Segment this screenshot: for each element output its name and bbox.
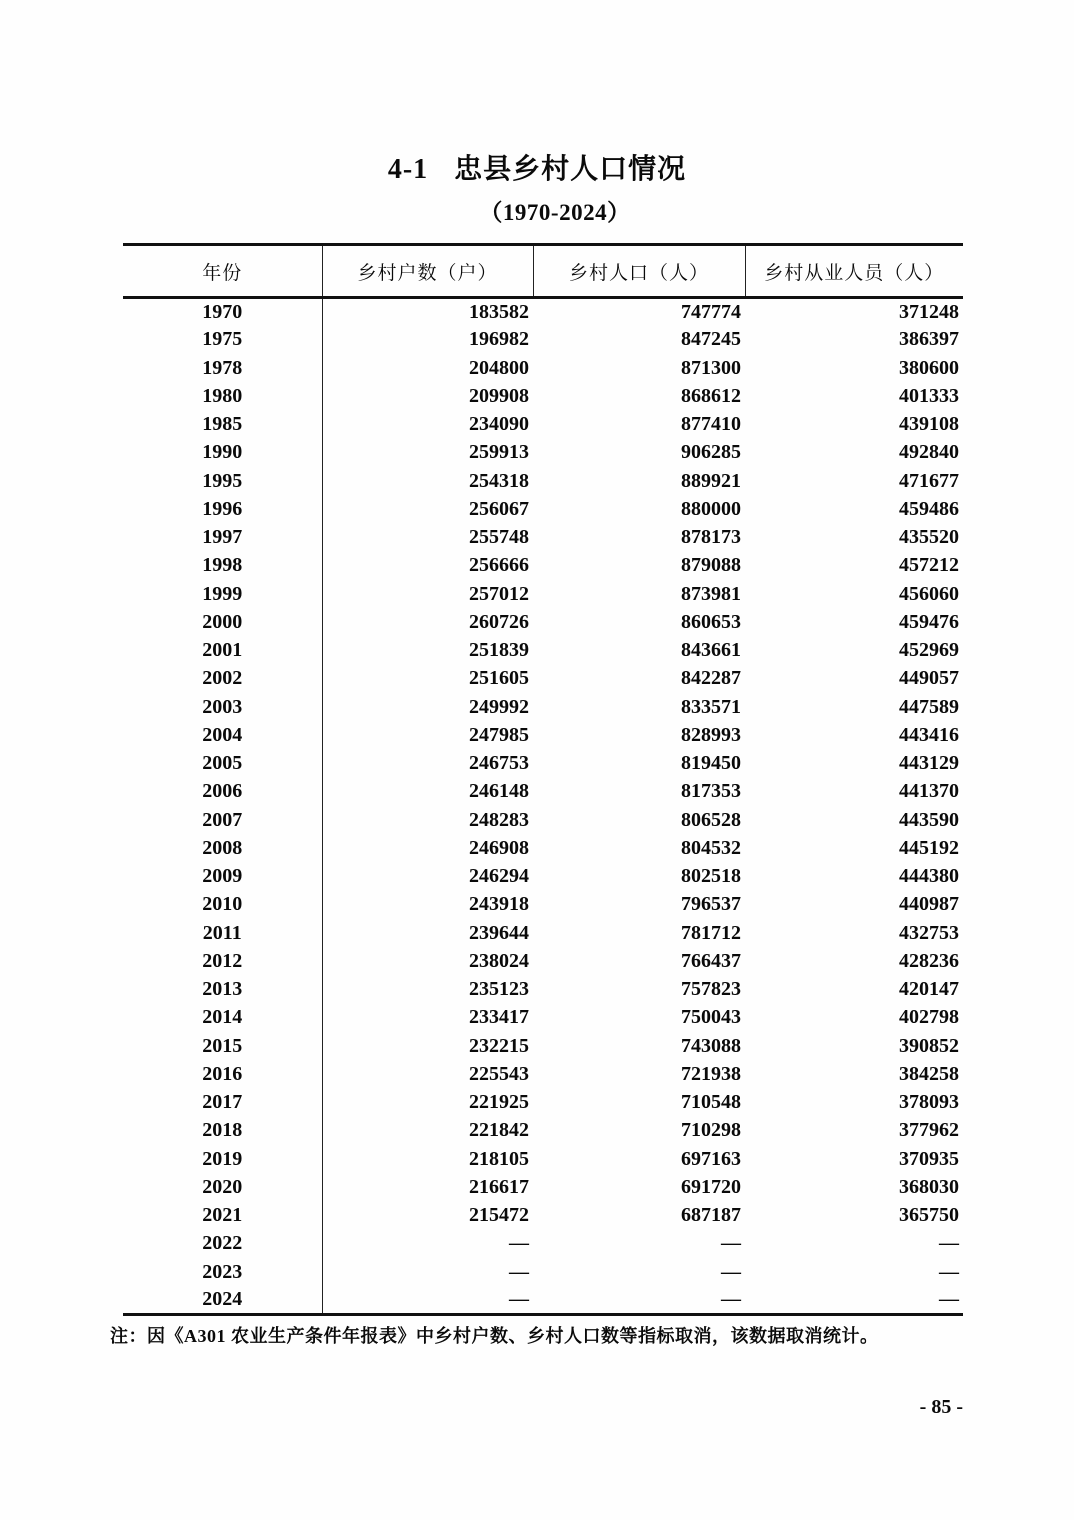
value-cell: 860653: [681, 610, 741, 633]
year-cell: 2013: [123, 976, 322, 1004]
value-cell: 432753: [899, 921, 959, 944]
table-header: [123, 245, 963, 298]
table-row: [123, 1286, 963, 1314]
value-cell: 370935: [899, 1147, 959, 1170]
value-cell: 233417: [469, 1006, 529, 1029]
table-row: [123, 1202, 963, 1230]
year-cell: 1995: [123, 467, 322, 495]
value-cell: 402798: [899, 1006, 959, 1029]
value-cell: 781712: [681, 921, 741, 944]
value-cell: 239644: [469, 921, 529, 944]
year-cell: 2021: [123, 1202, 322, 1230]
value-cell: 871300: [681, 356, 741, 379]
value-cell: 710548: [681, 1091, 741, 1114]
year-cell: 2002: [123, 665, 322, 693]
value-cell: 256666: [469, 554, 529, 577]
header-row: [123, 245, 963, 298]
table-row: [123, 354, 963, 382]
value-cell: 868612: [681, 384, 741, 407]
value-cell: 209908: [469, 384, 529, 407]
col-header-employed: 乡村从业人员（人）: [745, 245, 963, 298]
value-cell: —: [745, 1286, 963, 1314]
rural-population-table: [123, 243, 963, 1316]
value-cell: 806528: [681, 808, 741, 831]
value-cell: —: [533, 1286, 745, 1314]
year-cell: 1999: [123, 580, 322, 608]
value-cell: 256067: [469, 497, 529, 520]
year-cell: 1997: [123, 524, 322, 552]
value-cell: 216617: [469, 1175, 529, 1198]
table-row: [123, 834, 963, 862]
table-number: 4-1: [387, 154, 429, 185]
year-cell: 1985: [123, 411, 322, 439]
value-cell: 365750: [899, 1204, 959, 1227]
year-cell: 1998: [123, 552, 322, 580]
value-cell: 796537: [681, 893, 741, 916]
table-row: [123, 1173, 963, 1201]
value-cell: 833571: [681, 695, 741, 718]
table-row: [123, 778, 963, 806]
table-row: [123, 693, 963, 721]
value-cell: 443590: [899, 808, 959, 831]
year-cell: 2008: [123, 834, 322, 862]
value-cell: 247985: [469, 723, 529, 746]
year-cell: 1975: [123, 326, 322, 354]
value-cell: —: [509, 1232, 529, 1255]
table-row: [123, 411, 963, 439]
value-cell: —: [939, 1232, 959, 1255]
value-cell: 878173: [681, 526, 741, 549]
table-footnote: 注：因《A301 农业生产条件年报表》中乡村户数、乡村人口数等指标取消，该数据取消统计。: [110, 1326, 879, 1346]
year-cell: 1996: [123, 495, 322, 523]
value-cell: 492840: [899, 441, 959, 464]
value-cell: 377962: [899, 1119, 959, 1142]
value-cell: 766437: [681, 949, 741, 972]
value-cell: 802518: [681, 865, 741, 888]
value-cell: 757823: [681, 978, 741, 1001]
value-cell: 879088: [681, 554, 741, 577]
value-cell: 441370: [899, 780, 959, 803]
table-row: [123, 1089, 963, 1117]
value-cell: 260726: [469, 610, 529, 633]
year-cell: 2022: [123, 1230, 322, 1258]
value-cell: 401333: [899, 384, 959, 407]
value-cell: 204800: [469, 356, 529, 379]
value-cell: 257012: [469, 582, 529, 605]
value-cell: 847245: [681, 328, 741, 351]
value-cell: 449057: [899, 667, 959, 690]
year-cell: 2010: [123, 891, 322, 919]
value-cell: 439108: [899, 413, 959, 436]
col-header-year: 年份: [123, 245, 322, 298]
value-cell: 246753: [469, 752, 529, 775]
value-cell: 249992: [469, 695, 529, 718]
table-row: [123, 891, 963, 919]
table-row: [123, 1004, 963, 1032]
page-title: [0, 152, 1074, 188]
value-cell: 435520: [899, 526, 959, 549]
table-row: [123, 1230, 963, 1258]
year-cell: 2011: [123, 919, 322, 947]
value-cell: 710298: [681, 1119, 741, 1142]
value-cell: 817353: [681, 780, 741, 803]
table-row: [123, 1258, 963, 1286]
value-cell: 819450: [681, 752, 741, 775]
value-cell: 721938: [681, 1062, 741, 1085]
value-cell: 248283: [469, 808, 529, 831]
value-cell: 378093: [899, 1091, 959, 1114]
value-cell: 243918: [469, 893, 529, 916]
value-cell: 380600: [899, 356, 959, 379]
value-cell: 804532: [681, 836, 741, 859]
value-cell: 390852: [899, 1034, 959, 1057]
table-row: [123, 495, 963, 523]
value-cell: 447589: [899, 695, 959, 718]
year-cell: 2009: [123, 863, 322, 891]
value-cell: 443129: [899, 752, 959, 775]
value-cell: 452969: [899, 639, 959, 662]
value-cell: 254318: [469, 469, 529, 492]
page-number: - 85 -: [919, 1396, 963, 1418]
year-cell: 2018: [123, 1117, 322, 1145]
year-cell: 2016: [123, 1060, 322, 1088]
value-cell: 251605: [469, 667, 529, 690]
value-cell: 232215: [469, 1034, 529, 1057]
value-cell: 747774: [681, 300, 741, 323]
table-title-text: 忠县乡村人口情况: [454, 154, 687, 185]
value-cell: 457212: [899, 554, 959, 577]
page-subtitle: （1970-2024）: [479, 200, 631, 226]
value-cell: 221842: [469, 1119, 529, 1142]
value-cell: 225543: [469, 1062, 529, 1085]
value-cell: 246294: [469, 865, 529, 888]
value-cell: 443416: [899, 723, 959, 746]
year-cell: 2003: [123, 693, 322, 721]
year-cell: 2012: [123, 947, 322, 975]
table-row: [123, 1032, 963, 1060]
table-row: [123, 580, 963, 608]
year-cell: 2020: [123, 1173, 322, 1201]
value-cell: —: [939, 1260, 959, 1283]
value-cell: 456060: [899, 582, 959, 605]
value-cell: 440987: [899, 893, 959, 916]
value-cell: 251839: [469, 639, 529, 662]
table-row: [123, 637, 963, 665]
value-cell: 877410: [681, 413, 741, 436]
value-cell: 687187: [681, 1204, 741, 1227]
value-cell: 873981: [681, 582, 741, 605]
value-cell: 183582: [469, 300, 529, 323]
table-row: [123, 467, 963, 495]
col-header-households: 乡村户数（户）: [322, 245, 533, 298]
table-body: [123, 298, 963, 1315]
value-cell: 889921: [681, 469, 741, 492]
value-cell: 255748: [469, 526, 529, 549]
value-cell: 259913: [469, 441, 529, 464]
value-cell: 420147: [899, 978, 959, 1001]
year-cell: 2006: [123, 778, 322, 806]
value-cell: 471677: [899, 469, 959, 492]
table-row: [123, 947, 963, 975]
value-cell: 691720: [681, 1175, 741, 1198]
value-cell: 368030: [899, 1175, 959, 1198]
value-cell: 842287: [681, 667, 741, 690]
value-cell: 246148: [469, 780, 529, 803]
value-cell: 828993: [681, 723, 741, 746]
value-cell: 880000: [681, 497, 741, 520]
year-cell: 2015: [123, 1032, 322, 1060]
table-row: [123, 1117, 963, 1145]
year-cell: 2017: [123, 1089, 322, 1117]
table-row: [123, 439, 963, 467]
table-row: [123, 750, 963, 778]
value-cell: 459486: [899, 497, 959, 520]
table-row: [123, 919, 963, 947]
value-cell: 459476: [899, 610, 959, 633]
value-cell: 743088: [681, 1034, 741, 1057]
value-cell: 215472: [469, 1204, 529, 1227]
value-cell: 444380: [899, 865, 959, 888]
year-cell: 2024: [123, 1286, 322, 1314]
year-cell: 1978: [123, 354, 322, 382]
year-cell: 1990: [123, 439, 322, 467]
table-row: [123, 326, 963, 354]
table-row: [123, 298, 963, 326]
year-cell: 1970: [123, 298, 322, 326]
value-cell: 371248: [899, 300, 959, 323]
table-row: [123, 665, 963, 693]
value-cell: —: [322, 1286, 533, 1314]
table-row: [123, 608, 963, 636]
col-header-population: 乡村人口（人）: [533, 245, 745, 298]
year-cell: 2005: [123, 750, 322, 778]
table-row: [123, 1060, 963, 1088]
year-cell: 2000: [123, 608, 322, 636]
title-block: [0, 152, 1074, 227]
year-cell: 2004: [123, 721, 322, 749]
year-cell: 2014: [123, 1004, 322, 1032]
value-cell: —: [721, 1260, 741, 1283]
year-cell: 2007: [123, 806, 322, 834]
value-cell: 843661: [681, 639, 741, 662]
year-cell: 2019: [123, 1145, 322, 1173]
table-row: [123, 524, 963, 552]
table-row: [123, 976, 963, 1004]
value-cell: 750043: [681, 1006, 741, 1029]
value-cell: 428236: [899, 949, 959, 972]
year-cell: 1980: [123, 382, 322, 410]
value-cell: 238024: [469, 949, 529, 972]
value-cell: 218105: [469, 1147, 529, 1170]
value-cell: 386397: [899, 328, 959, 351]
value-cell: 906285: [681, 441, 741, 464]
table-row: [123, 382, 963, 410]
value-cell: 234090: [469, 413, 529, 436]
value-cell: 246908: [469, 836, 529, 859]
value-cell: 697163: [681, 1147, 741, 1170]
value-cell: 235123: [469, 978, 529, 1001]
table-row: [123, 552, 963, 580]
table-row: [123, 863, 963, 891]
table-row: [123, 721, 963, 749]
table-row: [123, 806, 963, 834]
value-cell: 196982: [469, 328, 529, 351]
value-cell: —: [721, 1232, 741, 1255]
value-cell: 221925: [469, 1091, 529, 1114]
value-cell: —: [509, 1260, 529, 1283]
year-cell: 2023: [123, 1258, 322, 1286]
value-cell: 384258: [899, 1062, 959, 1085]
year-cell: 2001: [123, 637, 322, 665]
value-cell: 445192: [899, 836, 959, 859]
table-row: [123, 1145, 963, 1173]
